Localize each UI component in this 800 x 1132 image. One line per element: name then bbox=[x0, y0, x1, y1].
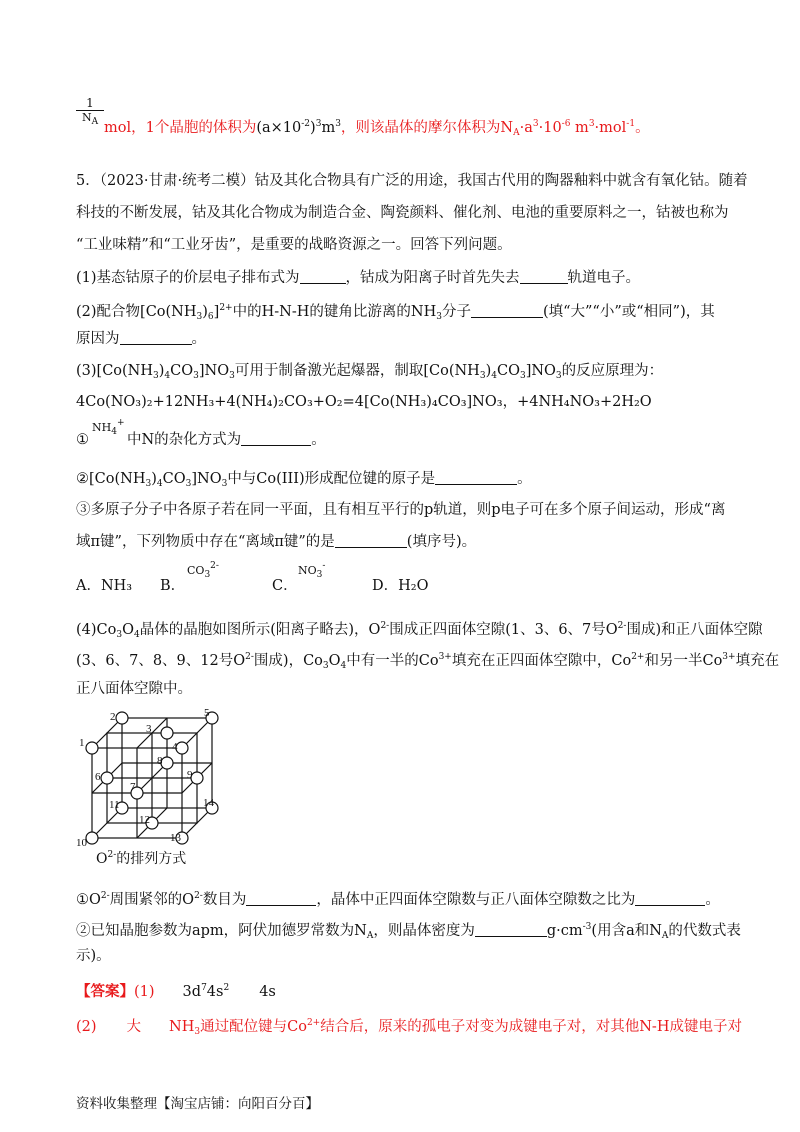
answer-label: 【答案】 bbox=[76, 983, 134, 1000]
fraction-numerator: 1 bbox=[76, 96, 104, 111]
answer-blank[interactable] bbox=[635, 891, 705, 906]
label-12: 12 bbox=[139, 814, 150, 826]
label-9: 9 bbox=[187, 769, 193, 781]
question-part-3: $(3)[Co(NH_3)_4CO_3]NO_3$可用于制备激光起爆器，制取$[Co(NH_3)_4CO_3]NO_3$的反应原理为： bbox=[76, 363, 664, 381]
question-part-4: $(4)Co_3O_4$晶体的晶胞如图所示(阳离子略去)，$O^{2-}$围成正四面体空隙(1、3、6、7号$O^{2-}$围成)和正八面体空隙 bbox=[76, 621, 763, 640]
reaction-equation: 4Co(NO₃)₂+12NH₃+4(NH₄)₂CO₃+O₂=4[Co(NH₃)₄CO₃]NO₃，+4NH₄NO₃+2H₂O bbox=[76, 394, 652, 410]
answer-blank[interactable] bbox=[241, 431, 311, 446]
answer-line-1: 【答案】(1) $3d^74s^2$ 4s bbox=[76, 983, 276, 1000]
option-b-ion: $CO_3^{2-}$ bbox=[187, 561, 219, 580]
atom-2 bbox=[116, 712, 128, 724]
atom-6 bbox=[101, 772, 113, 784]
fraction-one-over-na bbox=[76, 96, 104, 129]
question-part-1: (1)基态钴原子的价层电子排布式为 ，钴成为阳离子时首先失去 轨道电子。 bbox=[76, 270, 641, 286]
fraction-denominator: $N_A$ bbox=[81, 111, 99, 127]
label-6: 6 bbox=[95, 771, 101, 783]
label-8: 8 bbox=[157, 755, 163, 767]
atom-8 bbox=[161, 757, 173, 769]
atom-4 bbox=[176, 742, 188, 754]
option-a[interactable]: A．NH₃ bbox=[76, 578, 133, 594]
label-11: 11 bbox=[109, 799, 120, 811]
option-b[interactable]: B． bbox=[160, 578, 186, 594]
sub-question-2: $②[Co(NH_3)_4CO_3]NO_3$中与Co(III)形成配位键的原子是 。 bbox=[76, 471, 532, 489]
answer-blank[interactable] bbox=[246, 891, 316, 906]
figure-caption: $O^{2-}$的排列方式 bbox=[96, 850, 187, 867]
atom-3 bbox=[161, 727, 173, 739]
option-d[interactable]: D．H₂O bbox=[372, 578, 429, 594]
sub-question-1: ① 中N的杂化方式为 。 bbox=[76, 432, 326, 448]
answer-blank[interactable] bbox=[475, 922, 547, 937]
label-3: 3 bbox=[146, 723, 152, 735]
label-5: 5 bbox=[204, 708, 210, 719]
question-part-4-line-2: (3、6、7、8、9、12号$O^{2-}$围成)，$Co_3O_4$中有一半的$Co^{3+}$填充在正四面体空隙中，$Co^{2+}$和另一半$Co^{3+}$填充在 bbox=[76, 652, 780, 671]
label-4: 4 bbox=[172, 741, 178, 753]
crystal-lattice-figure bbox=[76, 708, 236, 848]
question-part-2-cont: 原因为 。 bbox=[76, 331, 206, 347]
page-footer: 资料收集整理【淘宝店铺：向阳百分百】 bbox=[76, 1096, 319, 1112]
final-question-2: ②已知晶胞参数为apm，阿伏加德罗常数为$N_A$，则晶体密度为 $g\cdot cm^{-3}$(用含a和$N_A$的代数式表 bbox=[76, 922, 741, 941]
label-13: 13 bbox=[170, 832, 181, 844]
answer-blank[interactable] bbox=[520, 269, 568, 284]
sub-question-3: ③多原子分子中各原子若在同一平面，且有相互平行的p轨道，则p电子可在多个原子间运动，形成“离 bbox=[76, 502, 726, 518]
question-intro-line-1: 5．（2023·甘肃·统考二模）钴及其化合物具有广泛的用途，我国古代用的陶器釉料中就含有氧化钴。随着 bbox=[76, 173, 748, 189]
label-1: 1 bbox=[79, 737, 85, 749]
final-question-1: $①O^{2-}$周围紧邻的$O^{2-}$数目为 ，晶体中正四面体空隙数与正八面体空隙数之比为 。 bbox=[76, 891, 720, 908]
question-part-2: (2)配合物$[Co(NH_3)_6]^{2+}$中的H-N-H的键角比游离的$NH_3$分子 (填“大”“小”或“相同”)，其 bbox=[76, 303, 715, 322]
question-intro-line-2: 科技的不断发展，钴及其化合物成为制造合金、陶瓷颜料、催化剂、电池的重要原料之一，钴被也称为 bbox=[76, 205, 729, 221]
answer-blank[interactable] bbox=[471, 303, 543, 318]
atom-1 bbox=[86, 742, 98, 754]
answer-blank[interactable] bbox=[300, 269, 346, 284]
final-question-2-cont: 示)。 bbox=[76, 948, 111, 964]
label-14: 14 bbox=[203, 797, 214, 809]
option-c[interactable]: C． bbox=[272, 578, 298, 594]
label-2: 2 bbox=[110, 711, 116, 723]
option-c-ion: $NO_3^-$ bbox=[298, 561, 326, 580]
answer-line-2: (2) 大 $NH_3$通过配位键与$Co^{2+}$结合后，原来的孤电子对变为成键电子对，对其他N-H成键电子对 bbox=[76, 1018, 742, 1037]
atom-10 bbox=[86, 832, 98, 844]
answer-blank[interactable] bbox=[435, 470, 517, 485]
sub-question-3-cont: 域π键”，下列物质中存在“离域π键”的是 (填序号)。 bbox=[76, 534, 477, 550]
label-7: 7 bbox=[130, 781, 136, 793]
answer-blank[interactable] bbox=[120, 330, 192, 345]
label-10: 10 bbox=[76, 837, 87, 848]
nh4-ion: $NH_4^+$ bbox=[92, 418, 125, 437]
question-intro-line-3: “工业味精”和“工业牙齿”，是重要的战略资源之一。回答下列问题。 bbox=[76, 237, 512, 253]
atom-9 bbox=[191, 772, 203, 784]
question-part-4-line-3: 正八面体空隙中。 bbox=[76, 681, 192, 697]
top-answer-line: mol，1个晶胞的体积为$(a\times 10^{-2})^3m^3$，则该晶体的摩尔体积为$N_A\cdot a^3\cdot 10^{-6}$ $m^3\cdot mol^{-1}$。 bbox=[104, 119, 650, 138]
answer-blank[interactable] bbox=[335, 533, 407, 548]
